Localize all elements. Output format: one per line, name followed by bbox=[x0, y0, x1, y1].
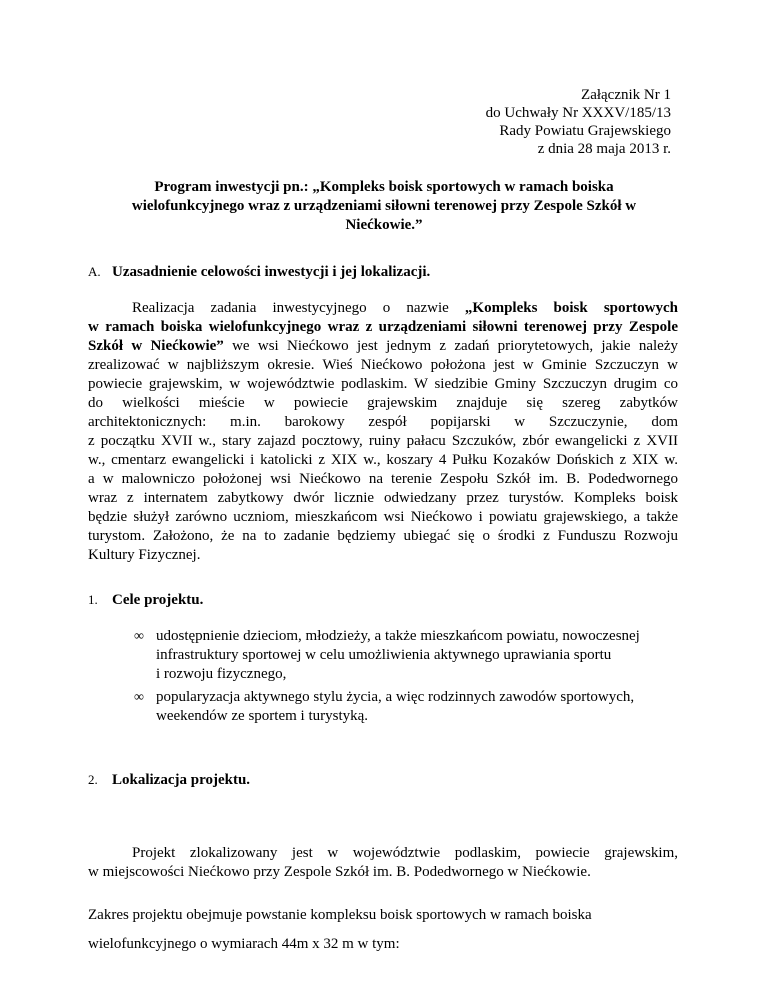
bullet-item bbox=[134, 688, 674, 726]
document-title bbox=[110, 178, 658, 235]
line-text: Kultury Fizycznej. bbox=[88, 547, 201, 563]
title-line: Niećkowie.” bbox=[345, 217, 423, 233]
paragraph-line bbox=[88, 394, 678, 413]
line-text: z początku XVII w., stary zajazd pocztowy, ruiny pałacu Szczuków, zbór ewangelicki z XVII bbox=[88, 433, 678, 449]
section-2-heading bbox=[88, 770, 250, 790]
section-number: A. bbox=[88, 264, 101, 279]
paragraph-line bbox=[88, 299, 678, 318]
paragraph-line bbox=[88, 337, 678, 356]
section-title: Cele projektu. bbox=[112, 592, 204, 608]
bullet-item bbox=[134, 627, 674, 684]
section-number: 1. bbox=[88, 592, 98, 607]
line-text: turystom. Założono, że na to zadanie będziemy ubiegać się o środki z Funduszu Rozwoju bbox=[88, 528, 678, 544]
paragraph-line bbox=[88, 356, 678, 375]
title-line: wielofunkcyjnego wraz z urządzeniami siłowni terenowej przy Zespole Szkół w bbox=[131, 198, 637, 214]
paragraph-line bbox=[88, 470, 678, 489]
paragraph-line bbox=[88, 451, 678, 470]
line-bold-text: Szkół w Niećkowie” bbox=[88, 338, 224, 354]
paragraph-line bbox=[88, 432, 678, 451]
header-line: z dnia 28 maja 2013 r. bbox=[537, 141, 671, 157]
line-text: a w malowniczo położonej wsi Niećkowo na terenie Zespołu Szkół im. B. Podedwornego bbox=[88, 471, 678, 487]
paragraph-line bbox=[88, 318, 678, 337]
section-a-paragraph bbox=[88, 299, 678, 565]
bullet-line: popularyzacja aktywnego stylu życia, a więc rodzinnych zawodów sportowych, bbox=[156, 689, 635, 705]
line-text: Realizacja zadania inwestycyjnego o nazwie bbox=[132, 300, 465, 316]
line-text: architektonicznych: m.in. barokowy zespół popijarski w Szczuczynie, dom bbox=[88, 414, 678, 430]
paragraph-line bbox=[88, 489, 678, 508]
paragraph-line bbox=[88, 413, 678, 432]
paragraph-line: Projekt zlokalizowany jest w województwie podlaskim, powiecie grajewskim, bbox=[132, 845, 678, 861]
line-text: powiecie grajewskim, w województwie podlaskim. W siedzibie Gminy Szczuczyn drugim co bbox=[88, 376, 678, 392]
section-title: Lokalizacja projektu. bbox=[112, 772, 251, 788]
paragraph-line: w miejscowości Niećkowo przy Zespole Szkół im. B. Podedwornego w Niećkowie. bbox=[88, 864, 591, 880]
header-line: Rady Powiatu Grajewskiego bbox=[499, 123, 671, 139]
section-a-heading bbox=[88, 262, 430, 282]
header-line: do Uchwały Nr XXXV/185/13 bbox=[485, 105, 671, 121]
bullet-line: weekendów ze sportem i turystyką. bbox=[156, 708, 369, 724]
scope-line: Zakres projektu obejmuje powstanie kompleksu boisk sportowych w ramach boiska bbox=[88, 907, 592, 923]
infinity-bullet-icon: ∞ bbox=[134, 690, 144, 705]
paragraph-line bbox=[88, 527, 678, 546]
paragraph-line bbox=[88, 546, 678, 565]
line-text: w., cmentarz ewangelicki i katolicki z XIX w., koszary 4 Pułku Kozaków Dońskich z XIX w. bbox=[88, 452, 678, 468]
location-paragraph bbox=[88, 844, 678, 882]
infinity-bullet-icon: ∞ bbox=[134, 629, 144, 644]
line-text: wraz z internatem zabytkowy dwór licznie odwiedzany przez turystów. Kompleks boisk bbox=[88, 490, 678, 506]
bullet-line: udostępnienie dzieciom, młodzieży, a także mieszkańcom powiatu, nowoczesnej bbox=[156, 628, 640, 644]
bullet-line: infrastruktury sportowej w celu umożliwienia aktywnego uprawiania sportu bbox=[156, 647, 612, 663]
section-1-heading bbox=[88, 590, 203, 610]
paragraph-line bbox=[88, 508, 678, 527]
line-text: do wielkości mieście w powiecie grajewskim znajduje się szereg zabytków bbox=[88, 395, 678, 411]
scope-line: wielofunkcyjnego o wymiarach 44m x 32 m w tym: bbox=[88, 936, 400, 952]
attachment-header bbox=[486, 86, 671, 158]
section-title: Uzasadnienie celowości inwestycji i jej lokalizacji. bbox=[112, 264, 431, 280]
line-text: zrealizować w najbliższym okresie. Wieś Niećkowo położona jest w Gminie Szczuczyn w bbox=[88, 357, 678, 373]
line-text: będzie służył zarówno uczniom, mieszkańcom wsi Niećkowo i powiatu grajewskiego, a także bbox=[88, 509, 678, 525]
section-number: 2. bbox=[88, 772, 98, 787]
header-line: Załącznik Nr 1 bbox=[581, 87, 671, 103]
title-line: Program inwestycji pn.: „Kompleks boisk sportowych w ramach boiska bbox=[154, 179, 614, 195]
line-text: we wsi Niećkowo jest jednym z zadań priorytetowych, jakie należy bbox=[223, 338, 678, 354]
paragraph-line bbox=[88, 375, 678, 394]
line-bold-text: „Kompleks boisk sportowych bbox=[464, 300, 678, 316]
bullet-line: i rozwoju fizycznego, bbox=[156, 666, 287, 682]
line-bold-text: w ramach boiska wielofunkcyjnego wraz z urządzeniami siłowni terenowej przy Zespole bbox=[88, 319, 678, 335]
